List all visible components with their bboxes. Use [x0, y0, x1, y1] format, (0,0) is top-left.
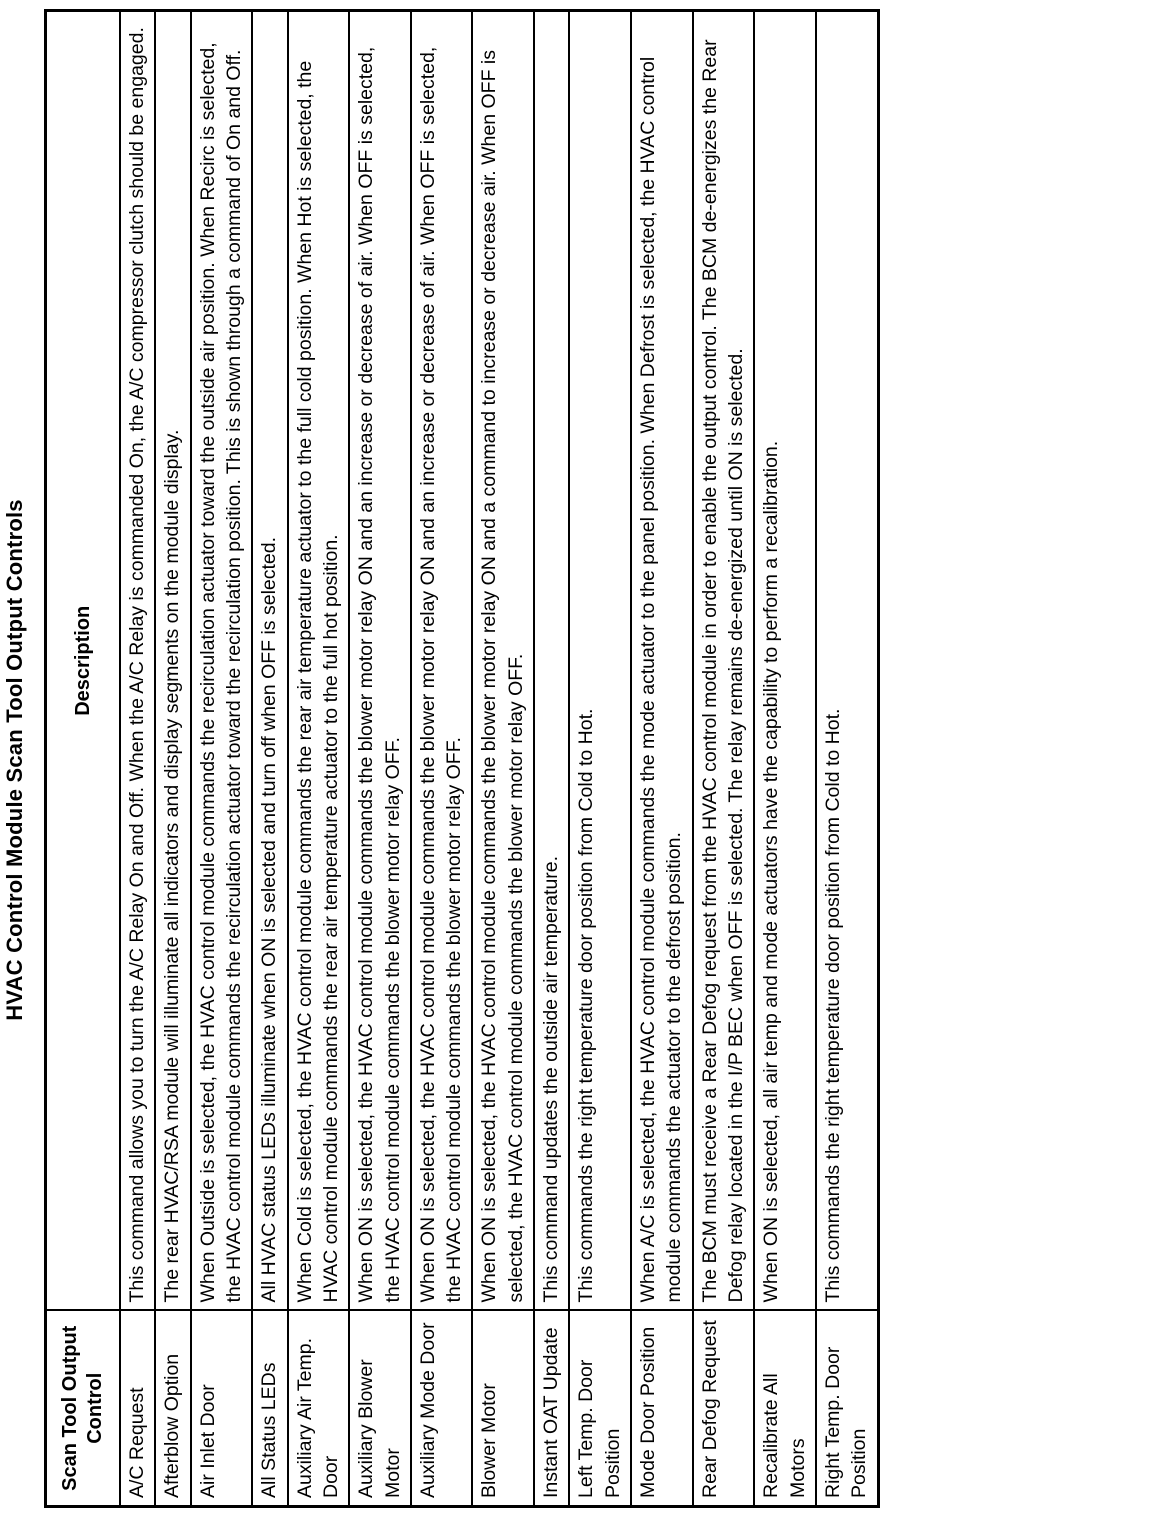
description-cell: This command updates the outside air temperature. — [534, 11, 569, 1311]
table-row — [191, 11, 253, 1507]
description-cell: When ON is selected, the HVAC control module commands the blower motor relay ON and an increase or decrease of air. When OFF is selected, the HVAC control module commands the blower motor relay OFF. — [349, 11, 411, 1311]
control-name-cell: Instant OAT Update — [534, 1311, 569, 1507]
table-row — [120, 11, 155, 1507]
table-row — [816, 11, 878, 1507]
table-row — [472, 11, 534, 1507]
control-name-cell: Auxiliary Blower Motor — [349, 1311, 411, 1507]
control-name-cell: Mode Door Position — [631, 1311, 693, 1507]
control-name-cell: Afterblow Option — [155, 1311, 190, 1507]
description-cell: The BCM must receive a Rear Defog request from the HVAC control module in order to enable the output control. The BCM de-energizes the Rear Defog relay located in the I/P BEC when OFF is selected. The relay remains de-energized until ON is selected. — [693, 11, 755, 1311]
description-cell: When A/C is selected, the HVAC control module commands the mode actuator to the panel position. When Defrost is selected, the HVAC control module commands the actuator to the defrost position. — [631, 11, 693, 1311]
table-row — [631, 11, 693, 1507]
table-row — [288, 11, 350, 1507]
table-row — [754, 11, 816, 1507]
description-cell: When ON is selected, the HVAC control module commands the blower motor relay ON and a command to increase or decrease air. When OFF is selected, the HVAC control module commands the blower motor relay OFF. — [472, 11, 534, 1311]
description-cell: When ON is selected, all air temp and mode actuators have the capability to perform a recalibration. — [754, 11, 816, 1311]
description-cell: The rear HVAC/RSA module will illuminate all indicators and display segments on the module display. — [155, 11, 190, 1311]
description-cell: This commands the right temperature door position from Cold to Hot. — [569, 11, 631, 1311]
description-cell: When ON is selected, the HVAC control module commands the blower motor relay ON and an increase or decrease of air. When OFF is selected, the HVAC control module commands the blower motor relay OFF. — [411, 11, 473, 1311]
description-cell: When Outside is selected, the HVAC control module commands the recirculation actuator toward the outside air position. When Recirc is selected, the HVAC control module commands the recirculation actuator toward the recirculation position. This is shown through a command of On and Off. — [191, 11, 253, 1311]
control-name-cell: Recalibrate All Motors — [754, 1311, 816, 1507]
control-name-cell: Blower Motor — [472, 1311, 534, 1507]
header-description: Description — [46, 11, 121, 1311]
description-cell: This command allows you to turn the A/C Relay On and Off. When the A/C Relay is commanded On, the A/C compressor clutch should be engaged. — [120, 11, 155, 1311]
control-name-cell: A/C Request — [120, 1311, 155, 1507]
description-cell: This commands the right temperature door position from Cold to Hot. — [816, 11, 878, 1311]
table-row — [534, 11, 569, 1507]
description-cell: When Cold is selected, the HVAC control module commands the rear air temperature actuator to the full cold position. When Hot is selected, the HVAC control module commands the rear air temperature actuator to the full hot position. — [288, 11, 350, 1311]
control-name-cell: All Status LEDs — [252, 1311, 287, 1507]
table-row — [349, 11, 411, 1507]
control-name-cell: Left Temp. Door Position — [569, 1311, 631, 1507]
description-cell: All HVAC status LEDs illuminate when ON is selected and turn off when OFF is selected. — [252, 11, 287, 1311]
control-name-cell: Auxiliary Air Temp. Door — [288, 1311, 350, 1507]
control-name-cell: Rear Defog Request — [693, 1311, 755, 1507]
control-name-cell: Air Inlet Door — [191, 1311, 253, 1507]
table-row — [693, 11, 755, 1507]
table-row — [569, 11, 631, 1507]
table-row — [252, 11, 287, 1507]
table-header-row — [46, 11, 121, 1507]
table-row — [155, 11, 190, 1507]
header-scan-tool-output-control: Scan Tool Output Control — [46, 1311, 121, 1507]
control-name-cell: Right Temp. Door Position — [816, 1311, 878, 1507]
output-controls-table — [44, 9, 880, 1508]
table-row — [411, 11, 473, 1507]
page-title: HVAC Control Module Scan Tool Output Controls — [2, 499, 27, 1021]
control-name-cell: Auxiliary Mode Door — [411, 1311, 473, 1507]
